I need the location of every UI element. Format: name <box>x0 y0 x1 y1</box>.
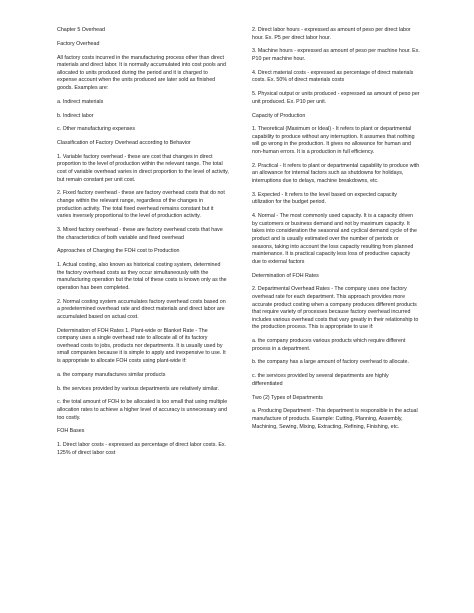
section-heading-approaches: Approaches of Charging the FOH cost to Production <box>57 248 180 255</box>
right-column <box>252 27 420 437</box>
section-heading-classification: Classification of Factory Overhead according to Behavior <box>57 140 191 147</box>
list-item: b. the services provided by various departments are relatively similar. <box>57 385 219 392</box>
paragraph: 3. Mixed factory overhead - these are factory overhead costs that have the characteristics of both variable and fixed overhead <box>57 226 223 241</box>
list-item: c. Other manufacturing expenses <box>57 126 136 133</box>
list-item: c. the services provided by several departments are highly differentiated <box>252 373 389 387</box>
paragraph: 4. Direct material costs - expressed as percentage of direct materials costs. Ex. 50% of direct materials costs <box>252 69 414 84</box>
list-item: b. the company has a large amount of factory overhead to allocate. <box>252 359 409 366</box>
paragraph: 1. Actual costing, also known as historical costing system, determined the factory overhead costs as they occur simultaneously with the manufacturing operation but the total of these costs is known only as the operation has been completed. <box>57 262 227 291</box>
list-item: a. the company manufactures similar products <box>57 371 166 378</box>
paragraph: 1. Direct labor costs - expressed as percentage of direct labor costs. Ex. 125% of direct labor cost <box>57 442 226 456</box>
section-heading-factory-overhead: Factory Overhead <box>57 40 100 47</box>
section-heading-foh-rates: Determination of FOH Rates <box>252 272 319 279</box>
paragraph: 4. Normal - The most commonly used capacity. It is a capacity driven by customers or business demand and not by maximum capacity. It takes into consideration the seasonal and cyclical demand cycle of the product and is usually estimated over the number of periods or seasons, taking into account the loss capacity resulting from planned maintenance. It is practical capacity less loss of productive capacity due to external factors <box>252 213 417 265</box>
list-item: b. Indirect labor <box>57 112 94 119</box>
paragraph: 3. Expected - It refers to the level based on expected capacity utilization for the budget period. <box>252 191 397 206</box>
chapter-title: Chapter 5 Overhead <box>57 27 105 33</box>
list-item: c. the total amount of FOH to be allocated is too small that using multiple allocation rates to achieve a higher level of accuracy is unnecessary and too costly. <box>57 399 228 421</box>
paragraph: 1. Variable factory overhead - these are cost that changes in direct proportion to the level of production within the relevant range. The total cost of variable overhead varies in direct proportion to the level of activity, but remain constant per unit cost. <box>57 153 229 183</box>
paragraph: 5. Physical output or units produced - expressed as amount of peso per unit produced. Ex. P10 per unit. <box>252 91 420 105</box>
paragraph: 3. Machine hours - expressed as amount of peso per machine hour. Ex. P10 per machine hour. <box>252 48 420 62</box>
left-column <box>57 27 229 464</box>
paragraph: Determination of FOH Rates 1. Plant-wide or Blanket Rate - The company uses a single overhead rate to allocate all of its factory overhead costs to jobs, products nor departments. It is usually used by small companies because it is simple to apply and inexpensive to use. It is appropriate to allocate FOH costs using plant-wide if: <box>57 327 226 365</box>
paragraph: 1. Theoretical (Maximum or Ideal) - It refers to plant or departmental capability to produce without any interruption. It assumes that nothing will go wrong in the production. It gives no allowance for human and non-human errors. It is a production in full efficiency. <box>252 126 415 156</box>
list-item: a. Indirect materials <box>57 98 104 105</box>
paragraph: 2. Practical - It refers to plant or departmental capability to produce with an allowance for internal factors such as shutdowns for holidays, interruptions due to delays, machine breakdowns, etc. <box>252 162 420 185</box>
section-heading-capacity: Capacity of Production <box>252 112 306 119</box>
paragraph: All factory costs incurred in the manufacturing process other than direct materials and direct labor. It is normally accumulated into cost pools and allocated to units produced during the period and it is charged to expense account when the units produced are later sold as finished goods. Examples are: <box>57 54 226 91</box>
list-item: a. the company produces various products which require different process in a department. <box>252 338 406 352</box>
section-heading-departments: Two (2) Types of Departments <box>252 394 323 401</box>
paragraph: 2. Departmental Overhead Rates - The company uses one factory overhead rate for each department. This approach provides more accurate product costing when a company produces different products that require variety of processes because factory overhead incurred includes various overhead costs that vary greatly in their relationship to the production process. This is appropriate to use if: <box>252 286 419 331</box>
paragraph: 2. Fixed factory overhead - these are factory overhead costs that do not change within the relevant range, regardless of the changes in production activity. The total fixed overhead remains constant but it varies inversely proportional to the level of production activity. <box>57 190 225 220</box>
paragraph: a. Producing Department - This department is responsible in the actual manufacture of products. Example: Cutting, Planning, Assembly, Machining, Sewing, Mixing, Extracting, Refining, Finishing, etc. <box>252 408 418 430</box>
section-heading-foh-bases: FOH Bases <box>57 428 85 435</box>
paragraph: 2. Direct labor hours - expressed as amount of peso per direct labor hour. Ex. P5 per direct labor hour. <box>252 27 411 41</box>
paragraph: 2. Normal costing system accumulates factory overhead costs based on a predetermined overhead rate and direct materials and direct labor are accumulated based on actual cost. <box>57 298 226 320</box>
